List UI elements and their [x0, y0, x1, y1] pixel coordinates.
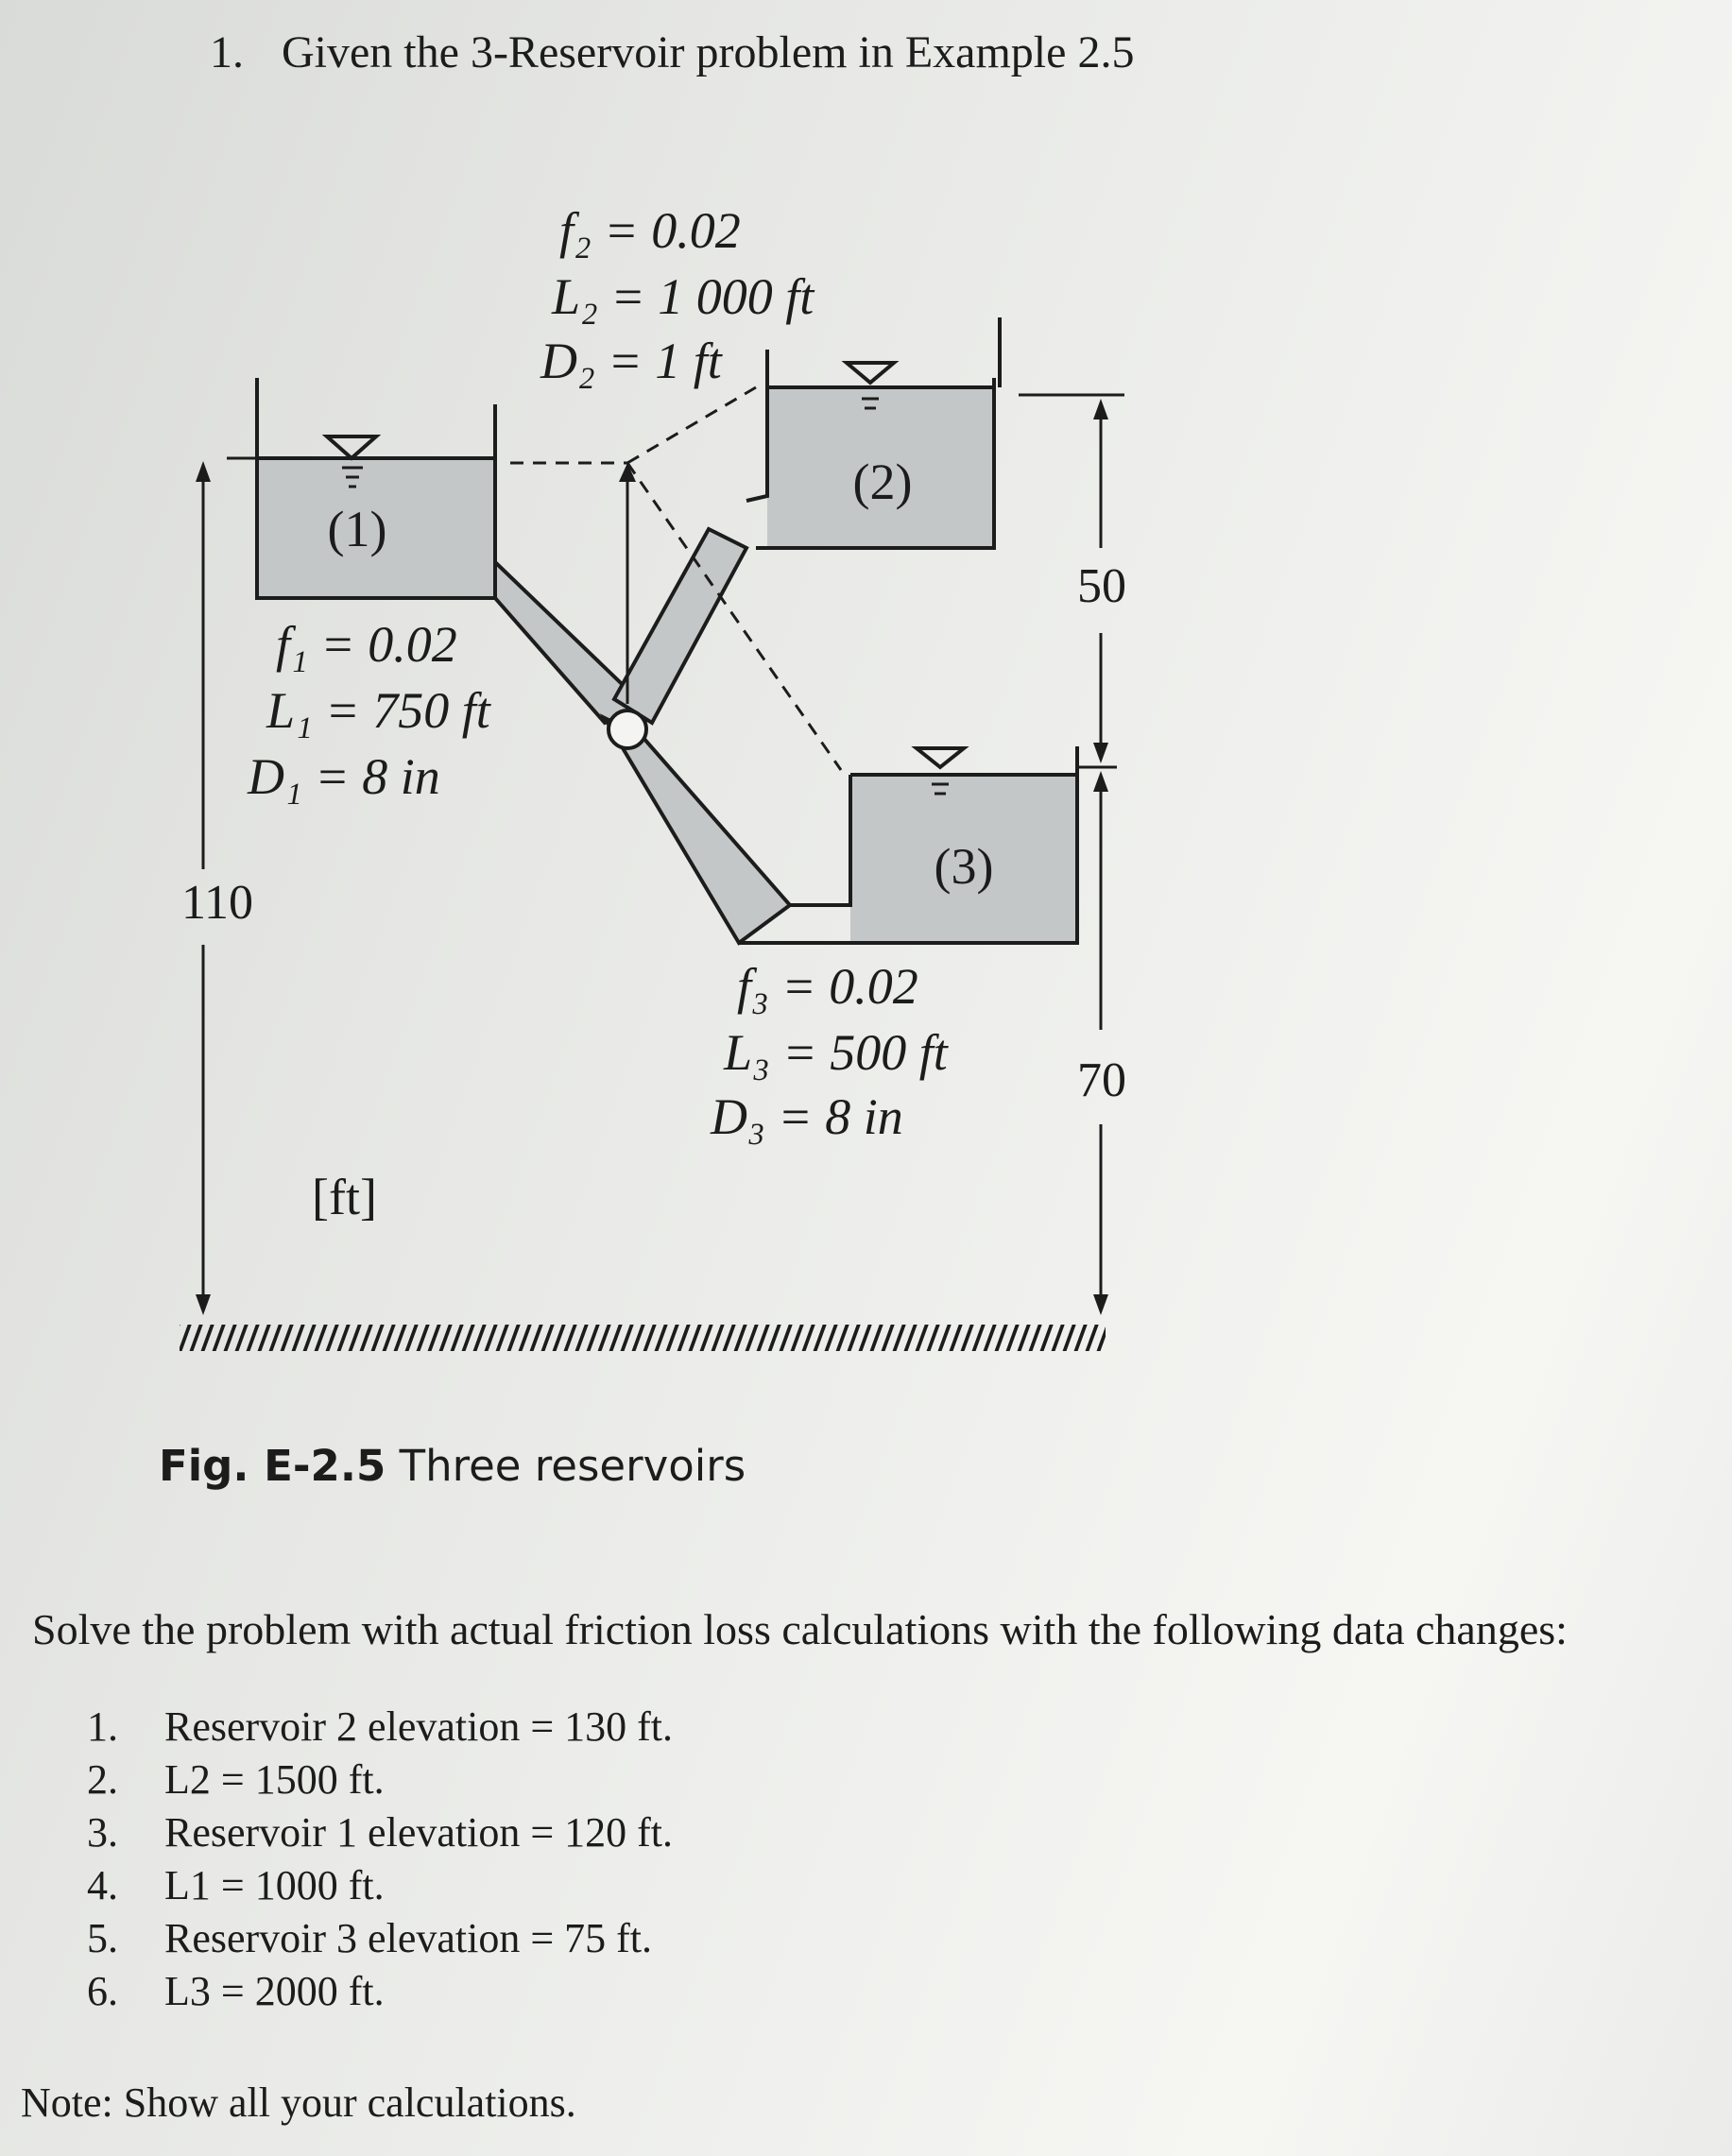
elevation-70-label: 70	[1077, 1053, 1126, 1107]
reservoir-2-label: (2)	[852, 453, 913, 510]
list-item	[87, 1806, 673, 1859]
item-text: Reservoir 2 elevation = 130 ft.	[164, 1703, 674, 1750]
item-number: 5.	[87, 1915, 118, 1961]
pipe-2	[614, 529, 746, 723]
pipe-3-f: f₃ = 0.02	[737, 958, 918, 1015]
instruction-text: Solve the problem with actual friction loss calculations with the following data changes:	[32, 1605, 1568, 1653]
elevation-50-label: 50	[1077, 559, 1126, 613]
pipe-1-d: D₁ = 8 in	[248, 748, 440, 805]
pipe-1-l: L₁ = 750 ft	[266, 682, 490, 739]
item-number: 6.	[87, 1968, 118, 2014]
pipe-3-d: D₃ = 8 in	[711, 1088, 903, 1145]
item-number: 2.	[87, 1756, 118, 1803]
pipe-1-f: f₁ = 0.02	[276, 616, 457, 673]
reservoir-3-label: (3)	[934, 838, 994, 895]
item-number: 4.	[87, 1862, 118, 1908]
item-text: L2 = 1500 ft.	[164, 1756, 385, 1803]
list-item	[87, 1754, 673, 1806]
pipe-2-labels	[540, 202, 815, 389]
item-text: Reservoir 3 elevation = 75 ft.	[164, 1915, 653, 1961]
item-number: 3.	[87, 1809, 118, 1856]
pipe-3-labels	[710, 958, 950, 1145]
item-number: 1.	[87, 1703, 118, 1750]
ground-hatching	[180, 1325, 1106, 1351]
caption-figure-number: Fig. E-2.5	[159, 1441, 386, 1491]
pipe-3	[605, 718, 790, 943]
item-text: Reservoir 1 elevation = 120 ft.	[164, 1809, 674, 1856]
pipe-2-f: f₂ = 0.02	[559, 202, 741, 259]
units-label: [ft]	[312, 1169, 377, 1225]
figure-caption	[159, 1441, 746, 1491]
question-text: Given the 3-Reservoir problem in Example 2.5	[282, 27, 1135, 77]
caption-text: Three reservoirs	[399, 1441, 746, 1491]
item-text: L3 = 2000 ft.	[164, 1968, 385, 2014]
pipe-2-l: L₂ = 1 000 ft	[552, 268, 815, 325]
list-item	[87, 1701, 673, 1754]
item-text: L1 = 1000 ft.	[164, 1862, 385, 1908]
pipe-3-l: L₃ = 500 ft	[724, 1024, 948, 1081]
junction-node	[609, 710, 646, 748]
elevation-110-label: 110	[180, 876, 254, 930]
list-item	[87, 1965, 673, 2018]
question-number: 1.	[210, 27, 244, 77]
dimension-110	[181, 458, 257, 1315]
pipe-2-d: D₂ = 1 ft	[540, 333, 722, 389]
reservoir-1-label: (1)	[327, 501, 387, 557]
reservoir-3	[739, 746, 1077, 943]
reservoir-1	[257, 378, 495, 598]
note-text: Note: Show all your calculations.	[21, 2079, 576, 2126]
list-item	[87, 1912, 673, 1965]
pipe-1-labels	[247, 616, 492, 805]
reservoir-2	[746, 317, 1000, 548]
data-changes-list	[87, 1701, 673, 2018]
list-item	[87, 1859, 673, 1912]
